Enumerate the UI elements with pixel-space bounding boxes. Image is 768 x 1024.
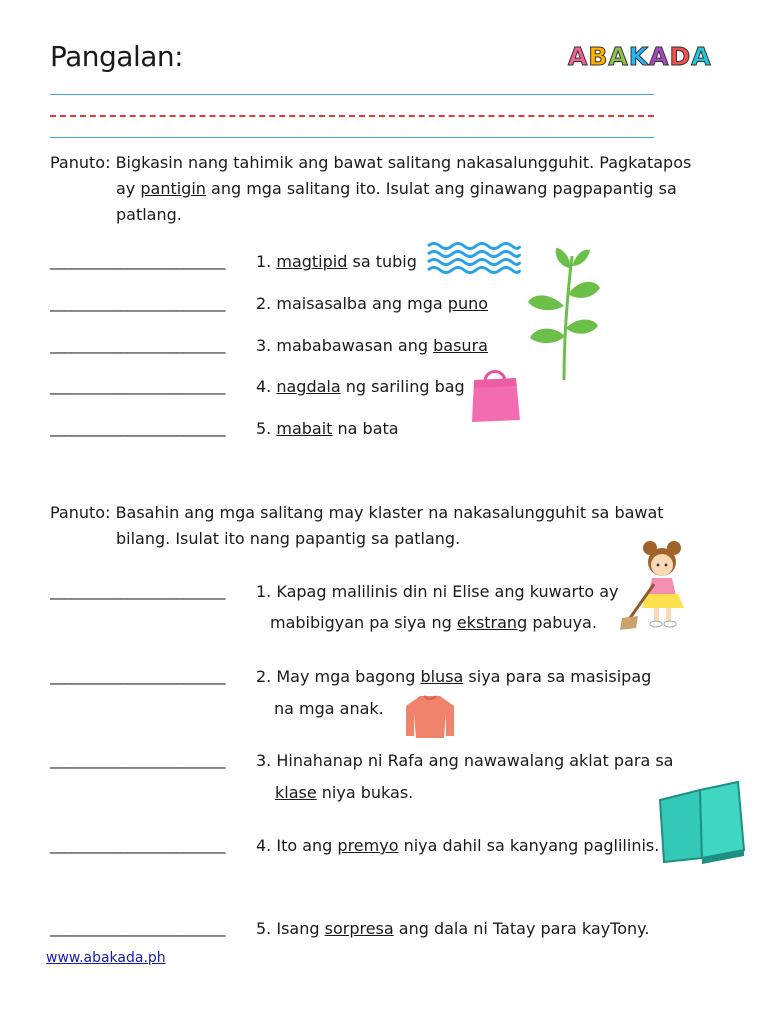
sweater-icon (404, 692, 456, 740)
list-item-continuation: na mga anak. (274, 699, 384, 718)
answer-blank[interactable]: _________________________ (50, 667, 225, 685)
list-item: 4. Ito ang premyo niya dahil sa kanyang paglilinis. (256, 836, 660, 855)
answer-blank[interactable]: _________________________ (50, 836, 225, 854)
list-item: 5. mabait na bata (256, 419, 399, 438)
instruction-label: Panuto: (50, 503, 111, 522)
answer-blank[interactable]: _________________________ (50, 919, 225, 937)
list-item: 1. magtipid sa tubig (256, 252, 417, 271)
logo-letter: D (669, 42, 692, 71)
list-item: 2. May mga bagong blusa siya para sa masisipag (256, 667, 652, 686)
instruction-text: Bigkasin nang tahimik ang bawat salitang nakasalungguhit. Pagkatapos (115, 153, 692, 172)
leaf-branch-icon (524, 246, 604, 382)
instruction-text: Basahin ang mga salitang may klaster na nakasalungguhit sa bawat (115, 503, 664, 522)
list-item: 3. mababawasan ang basura (256, 336, 488, 355)
logo-letter: A (568, 42, 589, 71)
logo-letter: A (649, 42, 670, 71)
answer-blank[interactable]: _________________________ (50, 419, 225, 437)
answer-blank[interactable]: _________________________ (50, 252, 225, 270)
list-item: 5. Isang sorpresa ang dala ni Tatay para kayTony. (256, 919, 650, 938)
water-waves-icon (426, 240, 522, 278)
list-item-continuation: mabibigyan pa siya ng ekstrang pabuya. (270, 613, 597, 632)
logo-letter: A (691, 42, 712, 71)
logo-letter: A (608, 42, 629, 71)
list-item: 1. Kapag malilinis din ni Elise ang kuwarto ay (256, 582, 619, 601)
logo-letter: K (628, 42, 650, 71)
answer-blank[interactable]: _________________________ (50, 751, 225, 769)
shopping-bag-icon (468, 364, 524, 426)
instruction-label: Panuto: (50, 153, 111, 172)
answer-blank[interactable]: _________________________ (50, 582, 225, 600)
book-icon (656, 780, 748, 864)
section1-instruction: Panuto: Bigkasin nang tahimik ang bawat salitang nakasalungguhit. Pagkatapos ay pantigin ang mga salitang ito. Isulat ang ginawang pagpapantig sa patlang. (50, 153, 692, 224)
list-item: 3. Hinahanap ni Rafa ang nawawalang aklat para sa (256, 751, 674, 770)
answer-blank[interactable]: _________________________ (50, 336, 225, 354)
list-item: 2. maisasalba ang mga puno (256, 294, 489, 313)
name-line-middle (50, 115, 654, 117)
list-item-continuation: klase niya bukas. (275, 783, 414, 802)
list-item: 4. nagdala ng sariling bag (256, 377, 465, 396)
logo-letter: B (588, 42, 609, 71)
website-link[interactable]: www.abakada.ph (46, 950, 166, 966)
answer-blank[interactable]: _________________________ (50, 377, 225, 395)
name-label: Pangalan: (50, 40, 184, 73)
girl-sweeping-icon (616, 538, 712, 634)
abakada-logo (568, 42, 712, 71)
name-line-top (50, 94, 654, 95)
name-line-bottom (50, 137, 654, 138)
section2-instruction: Panuto: Basahin ang mga salitang may klaster na nakasalungguhit sa bawat bilang. Isulat ito nang papantig sa patlang. (50, 503, 664, 548)
answer-blank[interactable]: _________________________ (50, 294, 225, 312)
